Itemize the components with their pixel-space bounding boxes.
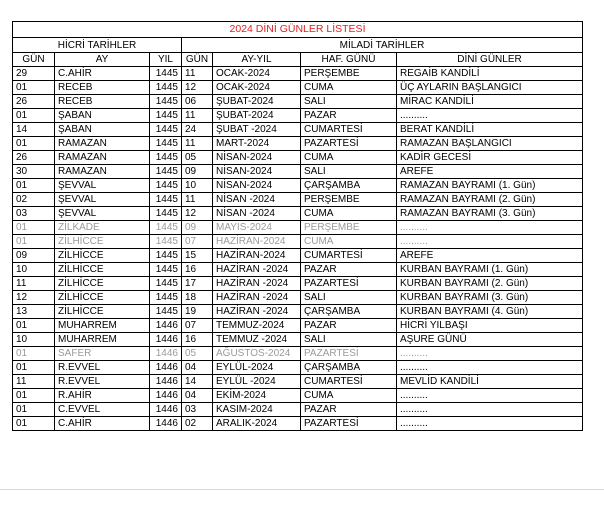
hicri-gun-cell: 12 [13,291,55,305]
miladi-ay-yil-cell: HAZİRAN -2024 [213,291,301,305]
miladi-gun-cell: 12 [182,81,213,95]
miladi-gun-cell: 03 [182,403,213,417]
hicri-ay-cell: ŞEVVAL [55,179,150,193]
hicri-ay-cell: ZİLHİCCE [55,291,150,305]
hafta-gunu-cell: ÇARŞAMBA [301,361,397,375]
miladi-gun-cell: 16 [182,333,213,347]
hicri-yil-cell: 1445 [150,151,182,165]
miladi-ay-yil-cell: OCAK-2024 [213,81,301,95]
miladi-gun-cell: 04 [182,361,213,375]
miladi-ay-yil-cell: HAZİRAN-2024 [213,249,301,263]
hicri-gun-cell: 11 [13,375,55,389]
miladi-gun-cell: 18 [182,291,213,305]
miladi-gun-cell: 12 [182,207,213,221]
hicri-yil-cell: 1445 [150,207,182,221]
hafta-gunu-cell: PAZARTESİ [301,347,397,361]
miladi-gun-cell: 05 [182,151,213,165]
miladi-gun-cell: 17 [182,277,213,291]
table-row [13,277,583,291]
hicri-ay-cell: ZİLHİCCE [55,277,150,291]
dini-gun-cell: BERAT KANDİLİ [397,123,583,137]
dini-gun-cell: MİRAC KANDİLİ [397,95,583,109]
hicri-ay-cell: ZİLHİCCE [55,235,150,249]
table-row [13,361,583,375]
dini-gun-cell: AREFE [397,165,583,179]
hafta-gunu-cell: CUMARTESİ [301,123,397,137]
miladi-gun-cell: 11 [182,109,213,123]
dini-gun-cell: .......... [397,109,583,123]
miladi-ay-yil-cell: NİSAN -2024 [213,193,301,207]
hicri-ay-cell: RECEB [55,95,150,109]
hicri-yil-cell: 1446 [150,403,182,417]
hicri-gun-cell: 10 [13,333,55,347]
hicri-gun-cell: 09 [13,249,55,263]
hicri-yil-cell: 1446 [150,319,182,333]
hicri-yil-cell: 1445 [150,221,182,235]
hicri-yil-cell: 1446 [150,347,182,361]
miladi-ay-yil-cell: ARALIK-2024 [213,417,301,431]
hicri-yil-cell: 1445 [150,305,182,319]
hicri-gun-cell: 14 [13,123,55,137]
table-row [13,95,583,109]
hicri-gun-cell: 01 [13,347,55,361]
hicri-gun-cell: 11 [13,277,55,291]
table-row [13,137,583,151]
hicri-ay-cell: ŞABAN [55,109,150,123]
miladi-gun-cell: 02 [182,417,213,431]
col-header-hicri-ay: AY [55,53,150,67]
miladi-gun-cell: 07 [182,235,213,249]
col-header-ay-yil: AY-YIL [213,53,301,67]
dini-gun-cell: KADİR GECESİ [397,151,583,165]
miladi-gun-cell: 14 [182,375,213,389]
hicri-yil-cell: 1445 [150,249,182,263]
dini-gun-cell: .......... [397,361,583,375]
dini-gun-cell: .......... [397,235,583,249]
hicri-yil-cell: 1446 [150,417,182,431]
hicri-yil-cell: 1445 [150,123,182,137]
hafta-gunu-cell: ÇARŞAMBA [301,305,397,319]
table-row [13,67,583,81]
dini-gun-cell: .......... [397,403,583,417]
miladi-section-header: MİLADİ TARİHLER [182,38,583,53]
hicri-ay-cell: RAMAZAN [55,165,150,179]
hicri-yil-cell: 1445 [150,291,182,305]
hicri-yil-cell: 1445 [150,137,182,151]
dini-gun-cell: RAMAZAN BAYRAMI (2. Gün) [397,193,583,207]
miladi-gun-cell: 11 [182,193,213,207]
table-row [13,109,583,123]
table-title: 2024 DİNİ GÜNLER LİSTESİ [13,22,583,38]
hicri-yil-cell: 1445 [150,165,182,179]
hicri-gun-cell: 26 [13,151,55,165]
miladi-ay-yil-cell: KASIM-2024 [213,403,301,417]
table-row [13,179,583,193]
dini-gun-cell: AŞURE GÜNÜ [397,333,583,347]
dini-gun-cell: ÜÇ AYLARIN BAŞLANGICI [397,81,583,95]
hicri-ay-cell: C.EVVEL [55,403,150,417]
hafta-gunu-cell: PAZARTESİ [301,417,397,431]
hafta-gunu-cell: PAZARTESİ [301,137,397,151]
hafta-gunu-cell: CUMA [301,389,397,403]
hafta-gunu-cell: PAZAR [301,109,397,123]
hicri-gun-cell: 01 [13,235,55,249]
column-header-row [13,53,583,67]
miladi-gun-cell: 07 [182,319,213,333]
miladi-ay-yil-cell: OCAK-2024 [213,67,301,81]
hicri-ay-cell: ŞABAN [55,123,150,137]
miladi-gun-cell: 04 [182,389,213,403]
hicri-gun-cell: 26 [13,95,55,109]
miladi-ay-yil-cell: ŞUBAT-2024 [213,109,301,123]
hicri-ay-cell: R.EVVEL [55,375,150,389]
hicri-gun-cell: 03 [13,207,55,221]
table-row [13,221,583,235]
table-row [13,403,583,417]
miladi-ay-yil-cell: ŞUBAT -2024 [213,123,301,137]
table-row [13,123,583,137]
table-row [13,151,583,165]
hicri-gun-cell: 13 [13,305,55,319]
hicri-ay-cell: RECEB [55,81,150,95]
hicri-gun-cell: 10 [13,263,55,277]
hicri-gun-cell: 01 [13,361,55,375]
hafta-gunu-cell: PERŞEMBE [301,221,397,235]
hicri-ay-cell: R.AHİR [55,389,150,403]
hicri-ay-cell: R.EVVEL [55,361,150,375]
hicri-gun-cell: 01 [13,417,55,431]
col-header-hicri-gun: GÜN [13,53,55,67]
table-row [13,207,583,221]
table-row [13,305,583,319]
hafta-gunu-cell: SALI [301,333,397,347]
hicri-yil-cell: 1445 [150,179,182,193]
table-row [13,417,583,431]
hicri-yil-cell: 1445 [150,95,182,109]
hicri-section-header: HİCRİ TARİHLER [13,38,182,53]
dini-gun-cell: .......... [397,417,583,431]
miladi-gun-cell: 15 [182,249,213,263]
hafta-gunu-cell: PAZAR [301,403,397,417]
hafta-gunu-cell: CUMA [301,151,397,165]
miladi-ay-yil-cell: HAZİRAN -2024 [213,277,301,291]
hicri-ay-cell: RAMAZAN [55,151,150,165]
table-row [13,333,583,347]
hicri-ay-cell: C.AHİR [55,67,150,81]
hicri-ay-cell: C.AHİR [55,417,150,431]
miladi-gun-cell: 09 [182,165,213,179]
hicri-gun-cell: 01 [13,389,55,403]
miladi-ay-yil-cell: HAZİRAN -2024 [213,263,301,277]
hicri-ay-cell: ZİLHİCCE [55,263,150,277]
miladi-ay-yil-cell: NİSAN -2024 [213,207,301,221]
table-row [13,291,583,305]
miladi-ay-yil-cell: NİSAN-2024 [213,165,301,179]
hafta-gunu-cell: CUMA [301,235,397,249]
hafta-gunu-cell: SALI [301,291,397,305]
hicri-yil-cell: 1445 [150,109,182,123]
hafta-gunu-cell: PERŞEMBE [301,67,397,81]
col-header-dini-gunler: DİNİ GÜNLER [397,53,583,67]
hicri-yil-cell: 1446 [150,361,182,375]
hicri-gun-cell: 01 [13,403,55,417]
miladi-ay-yil-cell: TEMMUZ -2024 [213,333,301,347]
hafta-gunu-cell: PERŞEMBE [301,193,397,207]
hafta-gunu-cell: SALI [301,95,397,109]
hicri-ay-cell: ŞEVVAL [55,193,150,207]
hicri-ay-cell: ŞEVVAL [55,207,150,221]
hicri-gun-cell: 01 [13,137,55,151]
miladi-ay-yil-cell: NİSAN-2024 [213,179,301,193]
hafta-gunu-cell: SALI [301,165,397,179]
dini-gun-cell: .......... [397,389,583,403]
hicri-yil-cell: 1445 [150,81,182,95]
miladi-gun-cell: 09 [182,221,213,235]
hafta-gunu-cell: PAZARTESİ [301,277,397,291]
table-row [13,319,583,333]
religious-days-table-container [12,21,582,431]
hicri-ay-cell: MUHARREM [55,319,150,333]
dini-gun-cell: RAMAZAN BAYRAMI (3. Gün) [397,207,583,221]
dini-gun-cell: .......... [397,347,583,361]
page-edge-line [0,489,604,490]
hicri-gun-cell: 01 [13,109,55,123]
table-row [13,81,583,95]
hicri-ay-cell: RAMAZAN [55,137,150,151]
hafta-gunu-cell: CUMARTESİ [301,375,397,389]
table-row [13,165,583,179]
hicri-ay-cell: SAFER [55,347,150,361]
miladi-ay-yil-cell: TEMMUZ-2024 [213,319,301,333]
hicri-gun-cell: 01 [13,319,55,333]
hicri-yil-cell: 1446 [150,389,182,403]
dini-gun-cell: AREFE [397,249,583,263]
miladi-gun-cell: 11 [182,67,213,81]
hicri-gun-cell: 29 [13,67,55,81]
hafta-gunu-cell: CUMARTESİ [301,249,397,263]
hicri-ay-cell: ZİLHİCCE [55,249,150,263]
hicri-ay-cell: ZİLHİCCE [55,305,150,319]
dini-gun-cell: KURBAN BAYRAMI (1. Gün) [397,263,583,277]
col-header-hicri-yil: YIL [150,53,182,67]
miladi-ay-yil-cell: MAYIS-2024 [213,221,301,235]
hicri-gun-cell: 01 [13,179,55,193]
miladi-gun-cell: 11 [182,137,213,151]
hicri-yil-cell: 1445 [150,277,182,291]
col-header-hafta-gunu: HAF. GÜNÜ [301,53,397,67]
miladi-ay-yil-cell: HAZİRAN-2024 [213,235,301,249]
dini-gun-cell: HİCRİ YILBAŞI [397,319,583,333]
hicri-yil-cell: 1445 [150,235,182,249]
hicri-gun-cell: 01 [13,221,55,235]
miladi-ay-yil-cell: EKİM-2024 [213,389,301,403]
miladi-ay-yil-cell: MART-2024 [213,137,301,151]
hicri-yil-cell: 1445 [150,193,182,207]
table-row [13,193,583,207]
miladi-ay-yil-cell: EYLÜL -2024 [213,375,301,389]
hicri-gun-cell: 02 [13,193,55,207]
miladi-ay-yil-cell: NİSAN-2024 [213,151,301,165]
hicri-yil-cell: 1446 [150,375,182,389]
hafta-gunu-cell: CUMA [301,207,397,221]
col-header-miladi-gun: GÜN [182,53,213,67]
miladi-gun-cell: 16 [182,263,213,277]
dini-gun-cell: MEVLİD KANDİLİ [397,375,583,389]
hafta-gunu-cell: PAZAR [301,319,397,333]
hicri-yil-cell: 1445 [150,67,182,81]
dini-gun-cell: KURBAN BAYRAMI (4. Gün) [397,305,583,319]
dini-gun-cell: REGAİB KANDİLİ [397,67,583,81]
table-row [13,263,583,277]
dini-gun-cell: KURBAN BAYRAMI (3. Gün) [397,291,583,305]
miladi-gun-cell: 19 [182,305,213,319]
dini-gun-cell: RAMAZAN BAŞLANGICI [397,137,583,151]
miladi-ay-yil-cell: ŞUBAT-2024 [213,95,301,109]
table-row [13,235,583,249]
table-row [13,375,583,389]
hicri-yil-cell: 1445 [150,263,182,277]
hicri-yil-cell: 1446 [150,333,182,347]
hafta-gunu-cell: ÇARŞAMBA [301,179,397,193]
table-row [13,347,583,361]
table-row [13,249,583,263]
miladi-ay-yil-cell: HAZİRAN -2024 [213,305,301,319]
hicri-gun-cell: 01 [13,81,55,95]
hicri-ay-cell: ZİLKADE [55,221,150,235]
hafta-gunu-cell: PAZAR [301,263,397,277]
hafta-gunu-cell: CUMA [301,81,397,95]
miladi-ay-yil-cell: AĞUSTOS-2024 [213,347,301,361]
hicri-ay-cell: MUHARREM [55,333,150,347]
dini-gun-cell: .......... [397,221,583,235]
miladi-gun-cell: 24 [182,123,213,137]
miladi-ay-yil-cell: EYLÜL-2024 [213,361,301,375]
miladi-gun-cell: 06 [182,95,213,109]
dini-gun-cell: RAMAZAN BAYRAMI (1. Gün) [397,179,583,193]
table-row [13,389,583,403]
miladi-gun-cell: 05 [182,347,213,361]
miladi-gun-cell: 10 [182,179,213,193]
religious-days-table [12,21,583,431]
dini-gun-cell: KURBAN BAYRAMI (2. Gün) [397,277,583,291]
hicri-gun-cell: 30 [13,165,55,179]
